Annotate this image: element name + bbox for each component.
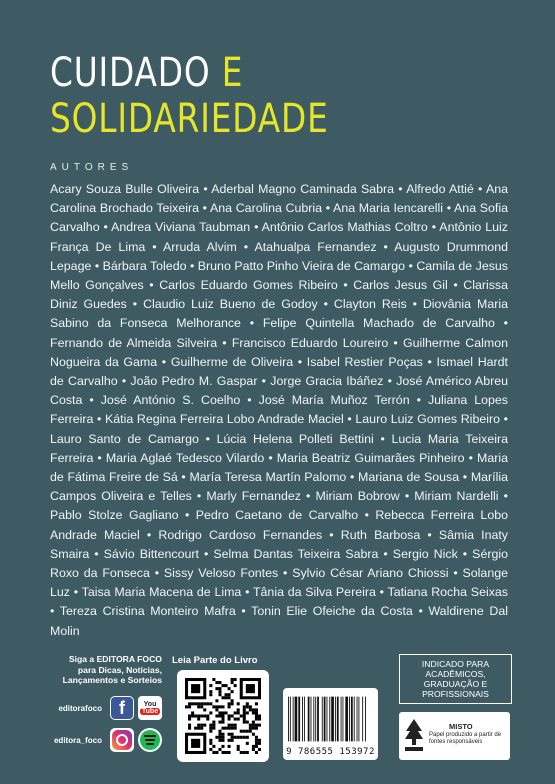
authors-list: Acary Souza Bulle Oliveira • Aderbal Magno Caminada Sabra • Alfredo Attié • Ana Carolina Brochado Teixeira • Ana Carolina Cubria • Ana Maria Iencarelli • Ana Sofia Carvalho • Andrea Viviana Taubman • Antônio Carlos Mathias Coltro • Antônio Luiz França De Lima • Arruda Alvim • Atahualpa Fernandez • Augusto Drummond Lepage • Bárbara Toledo • Bruno Patto Pinho Vieira de Camargo • Camila de Jesus Mello Gonçalves • Carlos Eduardo Gomes Ribeiro • Carlos Jesus Gil • Clarissa Diniz Guedes • Claudio Luiz Bueno de Godoy • Clayton Reis • Diovânia Maria Sabino da Fonseca Melhorance • Felipe Quintella Machado de Carvalho • Fernando de Almeida Silveira • Francisco Eduardo Loureiro • Guilherme Calmon Nogueira da Gama • Guilherme de Oliveira • Isabel Restier Poças • Ismael Hardt de Carvalho • João Pedro M. Gaspar • Jorge Gracia Ibáñez • José Américo Abreu Costa • José António S. Coelho • José María Muñoz Terrón • Juliana Lopes Ferreira • Kátia Regina Ferreira Lobo Andrade Maciel • Lauro Luiz Gomes Ribeiro • Lauro Santo de Camargo • Lúcia Helena Polleti Bettini • Lucia Maria Teixeira Ferreira • Maria Aglaé Tedesco Vilardo • Maria Beatriz Guimarães Pinheiro • Maria de Fátima Freire de Sá • María Teresa Martín Palomo • Mariana de Sousa • Marília Campos Oliveira e Telles • Marly Fernandez • Miriam Bobrow • Miriam Nardelli • Pablo Stolze Gagliano • Pedro Caetano de Carvalho • Rebecca Ferreira Lobo Andrade Maciel • Rodrigo Cardoso Fernandes • Ruth Barbosa • Sâmia Inaty Smaira • Sávio Bittencourt • Selma Dantas Teixeira Sabra • Sergio Nick • Sérgio Roxo da Fonseca • Sissy Veloso Fontes • Sylvio César Ariano Chiossi • Solange Luz • Taisa Maria Macena de Lima • Tânia da Silva Pereira • Tatiana Rocha Seixas • Tereza Cristina Monteiro Mafra • Tonin Elie Ofeiche da Costa • Waldirene Dal Molin xyxy=(50,182,508,638)
social-row-1 xyxy=(58,696,162,720)
title-word-solidariedade: SOLIDARIEDADE xyxy=(50,96,329,142)
fsc-description: Papel produzido a partir de fontes responsáveis xyxy=(429,732,502,745)
audience-line2: ACADÊMICOS, xyxy=(425,669,486,679)
authors-heading: AUTORES xyxy=(50,162,134,173)
book-title xyxy=(50,50,329,142)
audience-line4: PROFISSIONAIS xyxy=(422,689,489,699)
youtube-icon[interactable]: You Tube xyxy=(138,696,162,720)
title-word-e: E xyxy=(221,50,244,96)
isbn-barcode xyxy=(283,688,378,760)
social-handle-editorafoco: editorafoco xyxy=(58,703,102,713)
social-cta-line2: para Dicas, Notícias, xyxy=(77,664,162,675)
social-row-2 xyxy=(54,728,162,752)
audience-box xyxy=(399,654,512,704)
fsc-tree-icon xyxy=(403,717,425,753)
social-cta-line3: Lançamentos e Sorteios xyxy=(62,675,162,685)
social-block xyxy=(34,654,162,745)
social-cta-line1: Siga a EDITORA FOCO xyxy=(68,654,162,664)
qr-code[interactable] xyxy=(177,670,269,762)
fsc-misto: MISTO xyxy=(449,722,473,731)
barcode-icon xyxy=(288,694,373,744)
audience-line3: GRADUAÇÃO E xyxy=(423,679,488,689)
audience-line1: INDICADO PARA xyxy=(421,659,490,669)
social-cta xyxy=(34,654,162,686)
spotify-icon[interactable] xyxy=(138,728,162,752)
fsc-label xyxy=(399,712,510,760)
instagram-icon[interactable] xyxy=(110,728,134,752)
isbn-number: 9 786555 153972 xyxy=(286,747,375,757)
qr-code-icon xyxy=(185,678,261,754)
social-handle-editora-foco: editora_foco xyxy=(53,735,102,745)
qr-label: Leia Parte do Livro xyxy=(172,655,258,666)
facebook-icon[interactable]: f xyxy=(110,696,134,720)
title-word-cuidado: CUIDADO xyxy=(50,50,211,96)
